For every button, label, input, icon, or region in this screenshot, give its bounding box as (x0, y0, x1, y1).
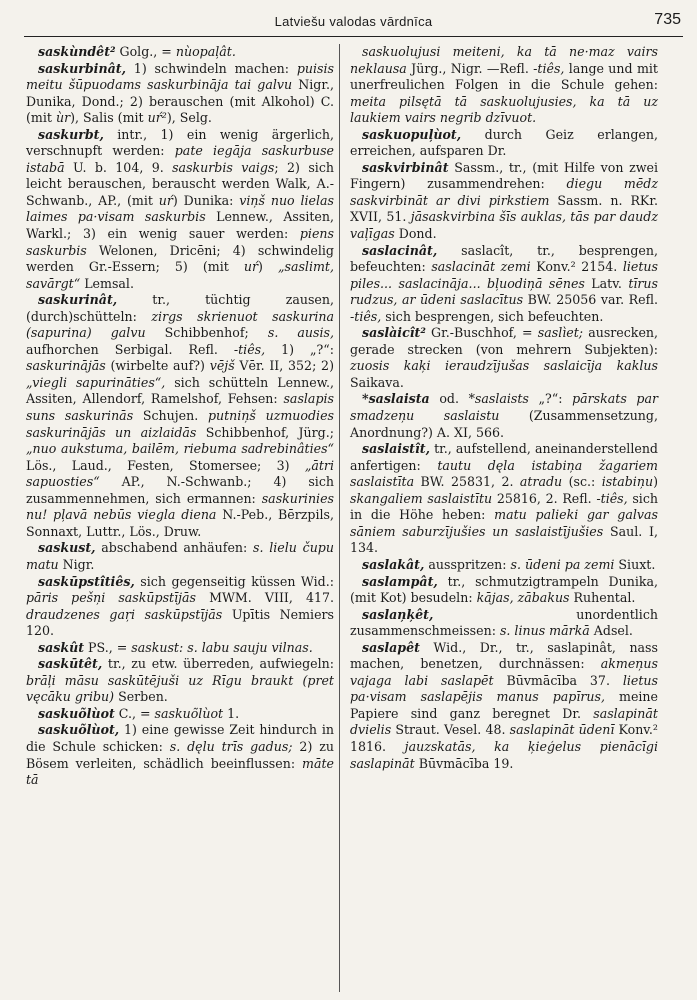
definition-text: Vēr. II, 352; 2) (234, 358, 334, 374)
definition-text: Schibbenhof, Jürg.; (196, 424, 334, 440)
definition-text: Lemsal. (80, 275, 134, 291)
dictionary-entry (26, 640, 334, 657)
example-text: nùopaļât. (175, 44, 236, 59)
dictionary-entry (26, 44, 334, 61)
right-column (350, 44, 658, 772)
dictionary-entry (26, 61, 334, 127)
entry-headword: saslaistît, (362, 441, 430, 457)
definition-text: BW. 25831, 2. (414, 474, 520, 490)
example-text: piens saskurbis (26, 226, 334, 258)
dictionary-entry (350, 44, 658, 127)
definition-text: Konv.² 2154. (530, 259, 623, 275)
definition-text: 25816, 2. Refl. (492, 490, 597, 506)
example-text: s. lielu čupu matu (26, 540, 334, 572)
definition-text: Gr.-Buschhof, = (425, 325, 538, 341)
entry-headword: saslampât, (362, 573, 438, 589)
example-text: -tiês, (233, 341, 266, 357)
definition-text: Nigr., Dunika, Dond.; 2) berauschen (mit Alkohol) C. (mit (26, 77, 334, 126)
definition-text: (Zusammensetzung, Anordnung?) A. XI, 566. (350, 408, 658, 440)
example-text: saskuolujusi meiteni, ka tā ne·maz vairs neklausa (350, 44, 658, 76)
definition-text: abschabend anhäufen: (95, 540, 254, 556)
definition-text: 2) zu Bösem verleiten, schädlich beeinflussen: (26, 738, 334, 771)
entry-headword: saskūpstîtiês, (38, 573, 135, 589)
example-text: tīrus rudzus, ar ūdeni saslacītus (350, 275, 658, 308)
definition-text: AP., N.-Schwanb.; 4) sich zusammennehmen, sich ermannen: (26, 474, 334, 506)
definition-text: ausrecken, gerade strecken (von mehrern Subjekten): (350, 325, 659, 357)
entry-headword: *saslaista (362, 391, 430, 407)
example-text: zirgs skrienuot saskurina (sapurina) galvu (26, 308, 334, 341)
definition-text: durch Geiz erlangen, erreichen, aufsparen Dr. (350, 126, 658, 159)
example-text: akmeņus vajaga labi saslapēt (350, 656, 658, 688)
example-text: pārskats par smadzeņu saslaistu (350, 391, 659, 424)
entry-headword: saslaņķêt, (362, 606, 434, 622)
example-text: s. linus mārkā (499, 623, 590, 639)
definition-text: tr., tüchtig zausen, (durch)schütteln: (26, 292, 334, 324)
example-text: matu palieki gar galvas sāniem saburzījušies un saslaistījušies (350, 507, 658, 539)
example-text: viņš nuo lielas laimes pa·visam saskurbis (26, 192, 334, 225)
definition-text: Lennew., Assiten, Warkl.; 3) ein wenig sauer werden: (26, 209, 334, 242)
example-text: saslacināt zemi (431, 259, 531, 275)
definition-text: (sc.: (562, 474, 602, 490)
example-text: brāļi māsu saskūtējuši uz Rīgu braukt (pret vęcāku gribu) (26, 672, 334, 705)
definition-text: Schujen. (133, 408, 208, 424)
definition-text: ) (258, 259, 278, 275)
definition-text: ), Selg. (166, 110, 212, 126)
definition-text: unordentlich zusammenschmeissen: (350, 606, 658, 639)
example-text: *saslaists (468, 391, 529, 407)
definition-text: tr., aufstellend, aneinanderstellend anfertigen: (350, 441, 658, 473)
definition-text: Latv. (584, 275, 629, 291)
definition-text: Ruhental. (569, 590, 636, 606)
definition-text: Schibbenhof; (145, 325, 268, 341)
definition-text: Sassm. n. RKr. XVII, 51. (350, 192, 658, 225)
dictionary-entry (26, 574, 334, 640)
entry-headword: saskuõlùot, (38, 722, 120, 738)
example-text: saskurbis vaigs (172, 159, 275, 175)
definition-text: U. b. 104, 9. (64, 159, 173, 175)
definition-text: Golg., = (115, 44, 176, 59)
entry-headword: saskūtêt, (38, 656, 103, 672)
dictionary-entry (26, 127, 334, 292)
entry-headword: saskût (38, 639, 85, 655)
definition-text: Jürg., Nigr. —Refl. (406, 60, 534, 76)
definition-text: Konv.² 1816. (350, 722, 658, 754)
definition-text: lange und mit unerfreulichen Folgen in die Schule gehen: (350, 60, 658, 93)
definition-text: intr., 1) ein wenig ärgerlich, verschnupft werden: (26, 126, 334, 159)
definition-text: N.-Peb., Bērzpils, Sonnaxt, Luttr., Lös., Druw. (26, 507, 334, 539)
dictionary-entry (350, 607, 658, 640)
definition-text: tr., schmutzigtrampeln Dunika, (mit Kot) besudeln: (350, 573, 658, 606)
dictionary-entry (350, 325, 658, 391)
entry-headword: saskurbt, (38, 126, 104, 142)
entry-headword: saskvirbinât (362, 159, 449, 175)
example-text: „saslimt, savārgt“ (26, 259, 334, 291)
dictionary-entry (26, 722, 334, 788)
example-text: putniņš uzmuodies saskurinājās un aizlaidās (26, 408, 334, 440)
definition-text: sich besprengen, sich befeuchten. (381, 308, 604, 324)
definition-text: Upītis Nemiers 120. (26, 606, 334, 639)
column-divider (339, 44, 340, 992)
running-title: Latviešu valodas vārdnīca (274, 14, 433, 29)
dictionary-entry (350, 243, 658, 326)
example-text: saslìet; (537, 325, 584, 341)
definition-text: ausspritzen: (424, 556, 511, 572)
example-text: saslapis suns saskurinās (26, 391, 334, 424)
definition-text: Saul. I, 134. (350, 523, 658, 556)
definition-text: Sassm., tr., (mit Hilfe von zwei Fingern) zusammendrehen: (350, 159, 658, 192)
definition-text: 1. (223, 705, 240, 721)
definition-text: Lös., Laud., Festen, Stomersee; 3) (26, 457, 305, 473)
example-text: pate iegāja saskurbuse istabā (26, 143, 334, 175)
page-number: 735 (654, 11, 681, 28)
definition-text: Siuxt. (614, 556, 656, 572)
definition-text: Serben. (114, 689, 168, 705)
definition-text: 1) „?“: (265, 341, 334, 357)
example-text: draudzenes gaŗi saskūpstījās (26, 606, 223, 622)
dictionary-entry (350, 391, 658, 441)
dictionary-entry (26, 656, 334, 706)
dictionary-entry (26, 540, 334, 573)
dictionary-entry (350, 127, 658, 160)
definition-text: Adsel. (589, 623, 633, 639)
definition-text: MWM. VIII, 417. (196, 590, 334, 606)
example-text: ùr (55, 110, 71, 126)
dictionary-entry (26, 292, 334, 540)
example-text: „nuo aukstuma, bailēm, riebuma sadrebinâties“ (26, 441, 334, 457)
example-text: uŕ² (147, 110, 167, 126)
example-text: jauzskatās, ka ķieģelus pienācīgi saslapināt (350, 738, 658, 771)
dictionary-entry (350, 640, 658, 772)
left-column (26, 44, 334, 789)
entry-headword: saslacinât, (362, 242, 438, 258)
example-text: uŕ (243, 259, 258, 275)
definition-text: (wirbelte auf?) (105, 358, 210, 374)
definition-text: 1) eine gewisse Zeit hindurch in die Schule schicken: (26, 722, 334, 754)
entry-headword: saslapêt (362, 639, 420, 655)
example-text: saskurinies nu! pļavā nebūs viegla diena (26, 490, 334, 523)
dictionary-entry (350, 160, 658, 243)
example-text: kājas, zābakus (476, 590, 570, 606)
example-text: „viegli sapurināties“, (26, 374, 166, 390)
example-text: s. ūdeni pa zemi (510, 556, 615, 572)
example-text: -tiês, (533, 60, 565, 76)
example-text: uŕ (158, 192, 173, 208)
definition-text: Welonen, Dricēni; 4) schwindelig werden Gr.-Essern; 5) (mit (26, 242, 334, 275)
definition-text: tr., zu etw. überreden, aufwiegeln: (102, 656, 334, 672)
entry-headword: saskust, (38, 540, 96, 556)
example-text: skangaliem saslaistītu (350, 490, 493, 506)
definition-text: Dond. (394, 226, 437, 242)
definition-text: aufhorchen Serbigal. Refl. (26, 341, 234, 357)
dictionary-entry (350, 441, 658, 557)
entry-headword: saskurbinât, (38, 60, 126, 76)
example-text: zuosis kaķi ieraudzījušas saslaicīja kaklus (350, 358, 658, 374)
definition-text: C., = (114, 705, 155, 721)
example-text: puisis meitu šūpuodams saskurbināja tai galvu (26, 60, 334, 93)
definition-text: sich schütteln Lennew., Assiten, Allendorf, Ramelshof, Fehsen: (26, 374, 334, 407)
definition-text: meine Papiere sind ganz beregnet Dr. (350, 689, 658, 721)
example-text: saskust: s. labu sauju vilnas. (131, 639, 313, 655)
example-text: lietus piles... saslacināja... bļuodiņā sēnes (350, 259, 659, 291)
example-text: s. dęlu trīs gadus; (169, 738, 293, 754)
definition-text: od. (429, 391, 469, 407)
definition-text: sich gegenseitig küssen Wid.: (134, 573, 334, 589)
entry-headword: saslàicît² (362, 325, 426, 341)
example-text: vējš (209, 358, 235, 374)
entry-headword: saskurinât, (38, 292, 118, 308)
example-text: meita pilsętā tā saskuolujusies, ka tā uz laukiem vairs negrib dzīvuot. (350, 93, 658, 126)
dictionary-entry (350, 557, 658, 574)
example-text: saskuõlùot (154, 705, 224, 721)
definition-text: saslacît, tr., besprengen, befeuchten: (350, 242, 658, 275)
example-text: jāsaskvirbina šīs auklas, tās par daudz vaļīgas (350, 209, 658, 242)
definition-text: Būvmācība 37. (493, 672, 623, 688)
definition-text: 1) schwindeln machen: (125, 60, 297, 76)
example-text: -tiês, (350, 308, 382, 324)
example-text: pāris pešņi saskūpstījās (26, 590, 196, 606)
definition-text: „?“: (528, 391, 573, 407)
definition-text: Wid., Dr., tr., saslapinât, nass machen, benetzen, durchnässen: (350, 639, 658, 672)
definition-text: ), Salis (mit (70, 110, 148, 126)
example-text: atradu (519, 474, 563, 490)
example-text: „ātri sapuosties“ (26, 457, 334, 490)
entry-headword: saslakât, (362, 556, 425, 572)
definition-text: sich in die Höhe heben: (350, 490, 658, 523)
definition-text: PS., = (84, 639, 132, 655)
dictionary-entry (350, 574, 658, 607)
example-text: s. ausis, (267, 325, 334, 341)
example-text: saslapināt dvielis (350, 705, 658, 738)
example-text: tautu dęla istabiņa žagariem saslaistīta (350, 457, 658, 490)
entry-headword: saskùndêt² (38, 44, 116, 59)
entry-headword: saskuopuļùot, (362, 126, 462, 142)
definition-text: ) Dunika: (172, 192, 240, 208)
definition-text: Straut. Vesel. 48. (391, 722, 510, 738)
example-text: diegu mēdz saskvirbināt ar divi pirkstiem (350, 176, 659, 208)
definition-text: ; 2) sich leicht berauschen, berauscht werden Walk, A.-Schwanb., AP., (mit (26, 159, 334, 208)
definition-text: Būvmācība 19. (414, 755, 514, 771)
definition-text: Saikava. (350, 374, 404, 390)
example-text: lietus pa·visam saslapējis manus papīrus, (350, 672, 658, 705)
example-text: istabiņu (601, 474, 654, 490)
definition-text: ) (653, 474, 658, 490)
example-text: saskurinājās (26, 358, 106, 374)
page-header (24, 8, 683, 37)
entry-headword: saskuõlùot (38, 705, 115, 721)
example-text: māte tā (26, 755, 334, 788)
definition-text: BW. 25056 var. Refl. (523, 292, 658, 308)
definition-text: Nigr. (58, 556, 95, 572)
example-text: -tiês, (596, 490, 628, 506)
dictionary-entry (26, 706, 334, 723)
example-text: saslapināt ūdenī (509, 722, 615, 738)
